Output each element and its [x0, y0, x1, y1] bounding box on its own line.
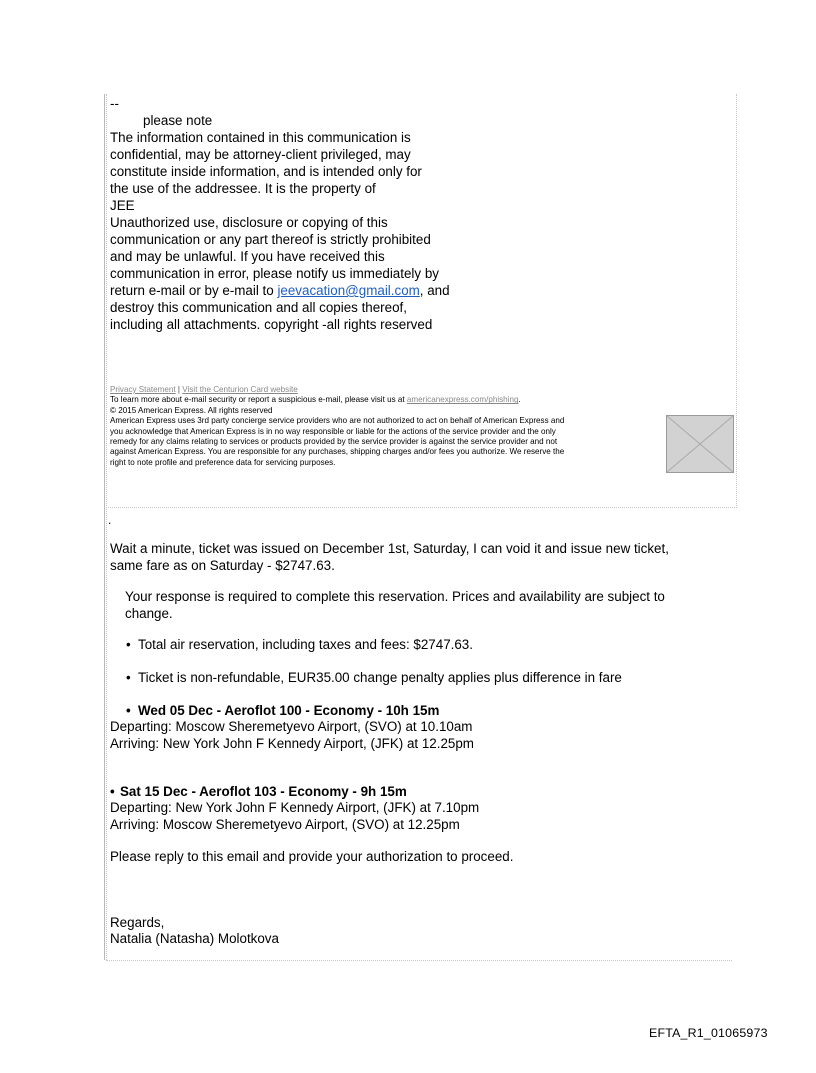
quote-rule-inner — [106, 94, 107, 960]
disclaimer-line: constitute inside information, and is intended only for — [110, 164, 422, 179]
disclaimer-line: including all attachments. copyright -all rights reserved — [110, 317, 433, 332]
phishing-link[interactable]: americanexpress.com/phishing — [406, 395, 519, 405]
disclaimer-line: communication in error, please notify us immediately by — [110, 266, 439, 281]
disclaimer-line: Unauthorized use, disclosure or copying of this — [110, 215, 388, 230]
disclaimer-line: The information contained in this communication is — [110, 130, 411, 145]
regards-text: Regards, — [110, 915, 165, 930]
centurion-card-link[interactable]: Visit the Centurion Card website — [182, 385, 298, 394]
broken-image-icon — [666, 415, 734, 473]
legal-line: remedy for any claims relating to services or products provided by the service provider is against the service provider and not — [110, 437, 558, 447]
footer-links — [110, 385, 662, 395]
bullet-icon: • — [126, 670, 131, 685]
footer-box-right-border — [736, 94, 737, 508]
ticket-rule-text: Ticket is non-refundable, EUR35.00 change penalty applies plus difference in fare — [138, 670, 622, 685]
disclaimer-line: communication or any part thereof is strictly prohibited — [110, 232, 431, 247]
legal-line: right to note profile and preference data for servicing purposes. — [110, 457, 336, 467]
disclaimer-line: destroy this communication and all copies thereof, — [110, 300, 407, 315]
bullet-icon: • — [110, 784, 115, 799]
separator-dot: . — [108, 513, 112, 527]
bullet-icon: • — [126, 703, 131, 718]
wait-line: same fare as on Saturday - $2747.63. — [110, 558, 335, 573]
legal-line: American Express uses 3rd party concierge service providers who are not authorized to act on behalf of American Express and — [110, 416, 565, 426]
flight1-arriving: Arriving: New York John F Kennedy Airport, (JFK) at 12.25pm — [110, 736, 474, 751]
disclaimer-line: JEE — [110, 198, 135, 213]
footer-box-bottom-border — [106, 507, 737, 508]
email-link[interactable]: jeevacation@gmail.com — [277, 283, 420, 298]
amex-footer — [110, 385, 662, 468]
bullet-icon: • — [126, 637, 131, 652]
signature-dashes: -- — [110, 96, 119, 111]
flight1-title-text: Wed 05 Dec - Aeroflot 100 - Economy - 10h 15m — [138, 703, 440, 718]
flight1-title — [126, 702, 439, 719]
security-suffix: . — [518, 395, 521, 405]
copyright: © 2015 American Express. All rights reserved — [110, 405, 273, 415]
privacy-statement-link[interactable]: Privacy Statement — [110, 385, 176, 394]
flight2-title-text: Sat 15 Dec - Aeroflot 103 - Economy - 9h 15m — [120, 784, 407, 799]
flight2-departing: Departing: New York John F Kennedy Airport, (JFK) at 7.10pm — [110, 800, 480, 815]
disclaimer-line: the use of the addressee. It is the property of — [110, 181, 376, 196]
disclaimer-line: and may be unlawful. If you have received this — [110, 249, 385, 264]
response-line: change. — [125, 606, 173, 621]
disclaimer-heading: please note — [143, 113, 213, 128]
response-line: Your response is required to complete this reservation. Prices and availability are subject to — [125, 589, 665, 604]
please-reply-text: Please reply to this email and provide your authorization to proceed. — [110, 849, 514, 864]
return-prefix: return e-mail or by e-mail to — [110, 283, 278, 298]
return-suffix: , and — [419, 283, 450, 298]
total-text: Total air reservation, including taxes and fees: $2747.63. — [138, 637, 473, 652]
wait-line: Wait a minute, ticket was issued on December 1st, Saturday, I can void it and issue new ticket, — [110, 541, 669, 556]
flight2-arriving: Arriving: Moscow Sheremetyevo Airport, (SVO) at 12.25pm — [110, 817, 460, 832]
legal-line: against American Express. You are responsible for any purchases, shipping charges and/or fees you authorize. We reserve the — [110, 447, 565, 457]
wait-paragraph — [110, 540, 710, 574]
disclaimer-line: confidential, may be attorney-client privileged, may — [110, 147, 411, 162]
legal-line: you acknowledge that American Express is in no way responsible or liable for the actions of the service provider and the only — [110, 426, 556, 436]
signature-name: Natalia (Natasha) Molotkova — [110, 931, 279, 946]
document-id: EFTA_R1_01065973 — [649, 1026, 768, 1040]
link-separator: | — [175, 385, 183, 394]
message-end-rule — [106, 960, 732, 961]
disclaimer-return-line — [110, 282, 510, 299]
quote-rule — [104, 94, 105, 960]
confidentiality-disclaimer — [110, 95, 510, 333]
response-required-paragraph — [125, 588, 710, 622]
ticket-rule-bullet — [126, 669, 622, 686]
security-prefix: To learn more about e-mail security or report a suspicious e-mail, please visit us at — [110, 395, 407, 405]
flight2-title — [110, 783, 407, 800]
security-line — [110, 395, 662, 405]
total-bullet — [126, 636, 473, 653]
flight1-departing: Departing: Moscow Sheremetyevo Airport, (SVO) at 10.10am — [110, 719, 473, 734]
